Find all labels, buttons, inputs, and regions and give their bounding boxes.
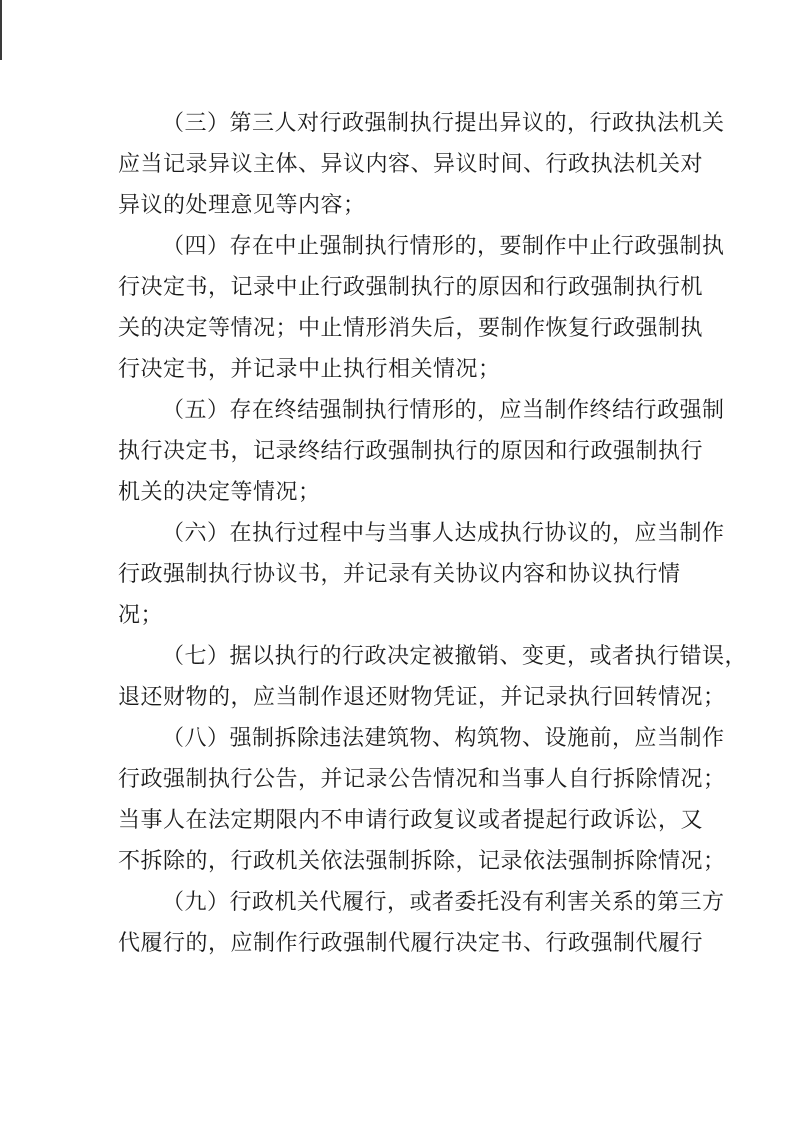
text-line: 异议的处理意见等内容； bbox=[118, 193, 366, 218]
text-line: 退还财物的，应当制作退还财物凭证，并记录执行回转情况； bbox=[118, 685, 726, 710]
text-line: （四）存在中止强制执行情形的，要制作中止行政强制执 bbox=[162, 234, 725, 259]
text-line: （三）第三人对行政强制执行提出异议的，行政执法机关 bbox=[162, 111, 725, 136]
text-line: 行决定书，并记录中止执行相关情况； bbox=[118, 357, 501, 382]
text-line: 关的决定等情况；中止情形消失后，要制作恢复行政强制执 bbox=[118, 316, 704, 341]
text-line: （八）强制拆除违法建筑物、构筑物、设施前，应当制作 bbox=[162, 726, 725, 751]
scan-edge-mark bbox=[0, 0, 2, 60]
text-line: 应当记录异议主体、异议内容、异议时间、行政执法机关对 bbox=[118, 152, 704, 177]
text-line: （六）在执行过程中与当事人达成执行协议的，应当制作 bbox=[162, 521, 725, 546]
paragraph-3 bbox=[118, 103, 725, 226]
paragraph-5 bbox=[118, 390, 725, 513]
paragraph-4 bbox=[118, 226, 725, 390]
text-line: 行决定书，记录中止行政强制执行的原因和行政强制执行机 bbox=[118, 275, 704, 300]
text-line: 机关的决定等情况； bbox=[118, 480, 321, 505]
paragraph-7 bbox=[118, 636, 748, 718]
text-line: 代履行的，应制作行政强制代履行决定书、行政强制代履行 bbox=[118, 931, 704, 956]
text-line: 当事人在法定期限内不申请行政复议或者提起行政诉讼，又 bbox=[118, 808, 704, 833]
text-line: 况； bbox=[118, 603, 164, 628]
text-line: 执行决定书，记录终结行政强制执行的原因和行政强制执行 bbox=[118, 439, 704, 464]
text-line: （五）存在终结强制执行情形的，应当制作终结行政强制 bbox=[162, 398, 725, 423]
text-line: （七）据以执行的行政决定被撤销、变更，或者执行错误， bbox=[162, 644, 748, 669]
text-line: （九）行政机关代履行，或者委托没有利害关系的第三方 bbox=[162, 890, 725, 915]
paragraph-9 bbox=[118, 882, 725, 964]
paragraph-8 bbox=[118, 718, 726, 882]
paragraph-6 bbox=[118, 513, 725, 636]
text-line: 行政强制执行公告，并记录公告情况和当事人自行拆除情况； bbox=[118, 767, 726, 792]
text-line: 不拆除的，行政机关依法强制拆除，记录依法强制拆除情况； bbox=[118, 849, 726, 874]
document-body bbox=[118, 103, 748, 964]
text-line: 行政强制执行协议书，并记录有关协议内容和协议执行情 bbox=[118, 562, 681, 587]
